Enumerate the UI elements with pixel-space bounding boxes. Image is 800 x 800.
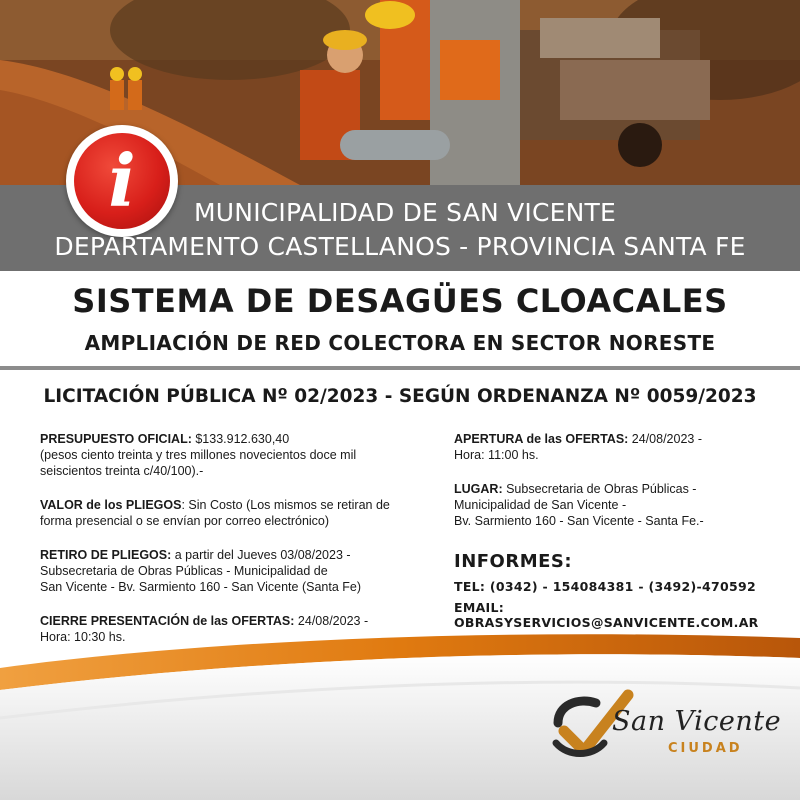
apertura-value: 24/08/2023 - Hora: 11:00 hs.: [454, 432, 702, 462]
department-province: DEPARTAMENTO CASTELLANOS - PROVINCIA SANTA FE: [54, 232, 746, 261]
logo-city: CIUDAD: [668, 741, 743, 756]
apertura-label: APERTURA de las OFERTAS:: [454, 432, 629, 446]
valor-pliegos-block: [40, 497, 440, 529]
apertura-block: [454, 431, 794, 463]
retiro-label: RETIRO DE PLIEGOS:: [40, 548, 172, 562]
lugar-value: Subsecretaria de Obras Públicas - Municipalidad de San Vicente - Bv. Sarmiento 160 - San Vicente - Santa Fe.-: [454, 482, 704, 528]
presupuesto-label: PRESUPUESTO OFICIAL:: [40, 432, 192, 446]
municipality-name: MUNICIPALIDAD DE SAN VICENTE: [194, 198, 616, 227]
informes-heading: INFORMES:: [454, 551, 573, 572]
details-right-column: [454, 431, 794, 547]
valor-value: : Sin Costo (Los mismos se retiran de forma presencial o se envían por correo electrónico): [40, 498, 390, 528]
info-icon-glyph: i: [108, 138, 136, 223]
page-title: SISTEMA DE DESAGÜES CLOACALES: [72, 282, 728, 320]
lugar-label: LUGAR:: [454, 482, 503, 496]
logo-name: San Vicente: [612, 706, 782, 737]
presupuesto-block: [40, 431, 440, 479]
presupuesto-detail: (pesos ciento treinta y tres millones novecientos doce mil seiscientos treinta c/40/100).-: [40, 448, 357, 478]
municipality-header: [0, 196, 800, 264]
retiro-value: a partir del Jueves 03/08/2023 - Subsecretaria de Obras Públicas - Municipalidad de San Vicente - Bv. Sarmiento 160 - San Vicente (Santa Fe): [40, 548, 362, 594]
valor-label: VALOR de los PLIEGOS: [40, 498, 182, 512]
presupuesto-value: $133.912.630,40: [191, 432, 290, 446]
licitacion-heading: LICITACIÓN PÚBLICA Nº 02/2023 - SEGÚN ORDENANZA Nº 0059/2023: [43, 386, 757, 407]
divider: [0, 366, 800, 370]
page-subtitle: AMPLIACIÓN DE RED COLECTORA EN SECTOR NORESTE: [84, 331, 716, 355]
contact-phone: TEL: (0342) - 154084381 - (3492)-470592: [454, 579, 756, 594]
lugar-block: [454, 481, 794, 529]
cierre-value: 24/08/2023 - Hora: 10:30 hs.: [40, 614, 369, 644]
retiro-pliegos-block: [40, 547, 440, 595]
cierre-label: CIERRE PRESENTACIÓN de las OFERTAS:: [40, 614, 295, 628]
contact-email: EMAIL: OBRASYSERVICIOS@SANVICENTE.COM.AR: [454, 600, 759, 630]
